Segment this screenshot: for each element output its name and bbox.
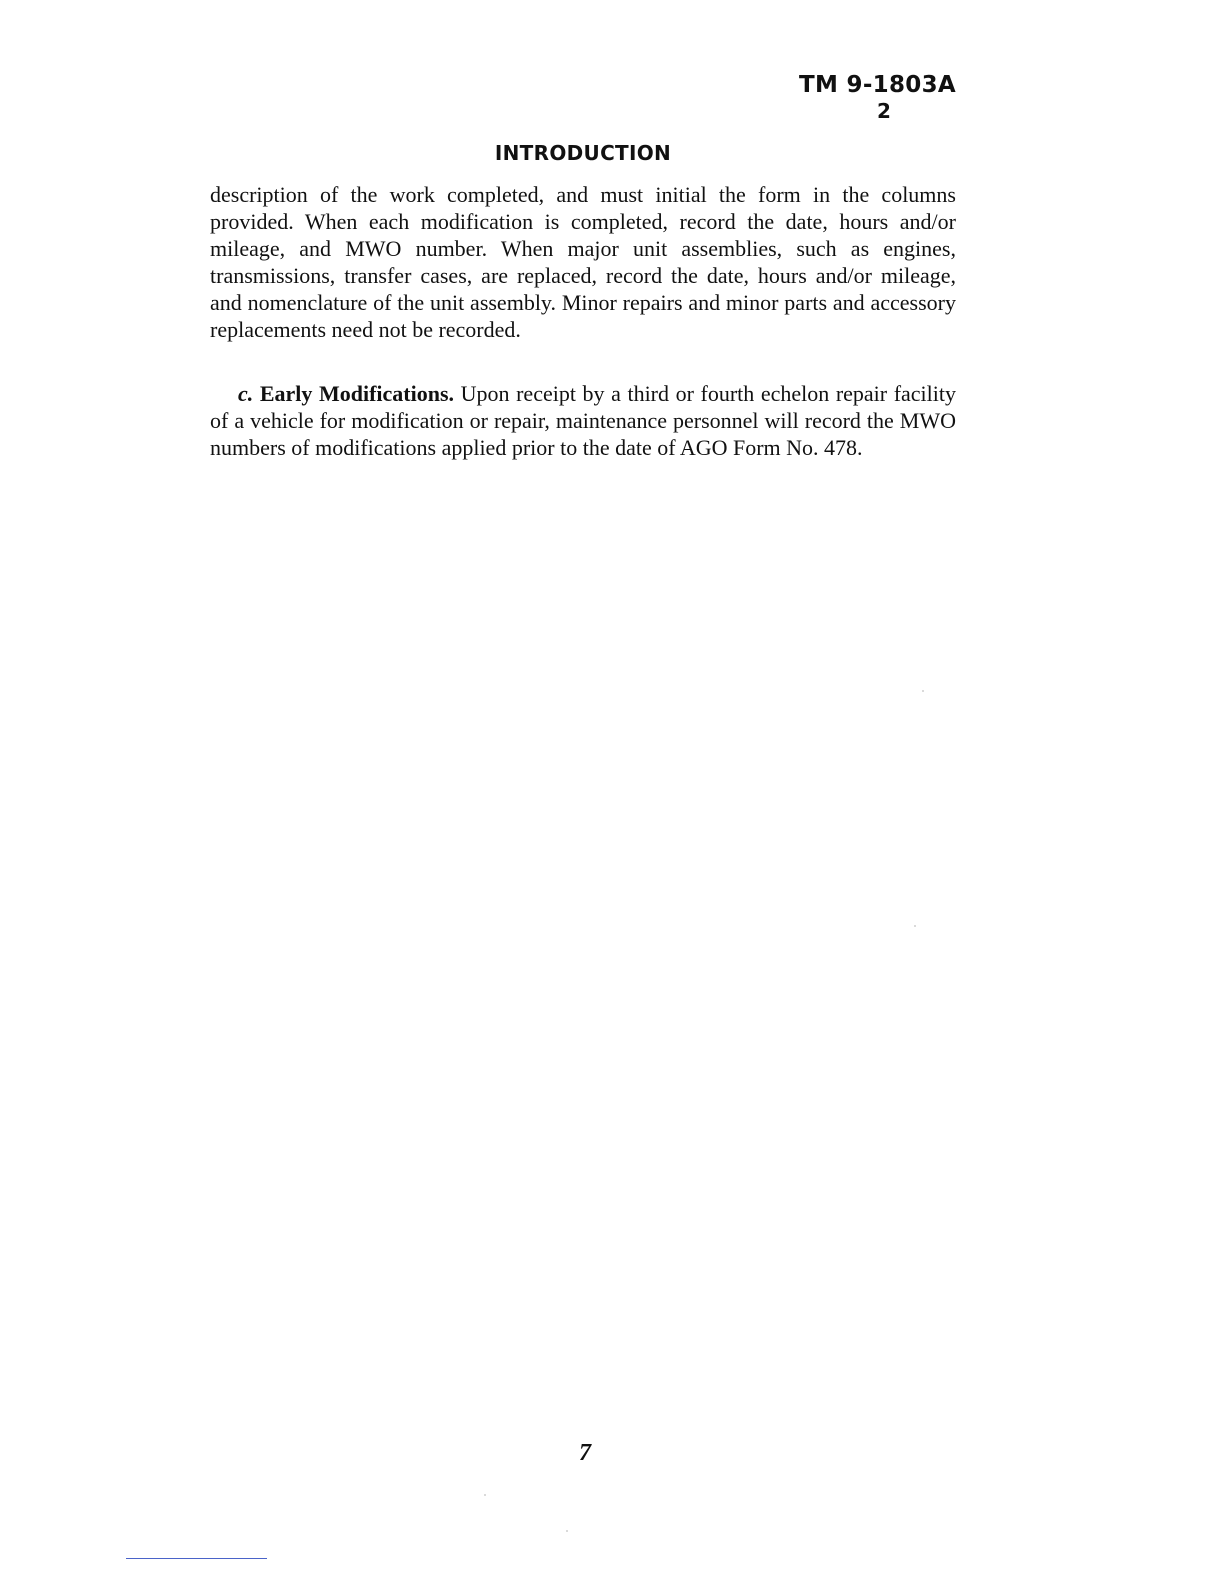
scan-speck [922,690,924,692]
paragraph-lead: c. [238,381,254,406]
body-paragraph-1 [210,181,956,343]
page-number: 7 [579,1440,591,1466]
manual-id: TM 9-1803A [799,72,956,98]
change-number: 2 [877,99,891,123]
scan-speck [914,925,916,927]
paragraph-text: Upon receipt by a third or fourth echelon repair facility of a vehicle for modification or repair, maintenance personnel will record the MWO numbers of modifications applied prior to the date of AGO Form No. 478. [210,381,957,460]
paragraph-title: Early Modifications. [259,381,455,406]
footer-rule [126,1558,267,1559]
body-paragraph-2 [210,380,956,461]
scan-speck [484,1494,486,1496]
section-title: INTRODUCTION [494,141,672,165]
paragraph-text: description of the work completed, and must initial the form in the columns provided. When each modification is completed, record the date, hours and/or mileage, and MWO number. When major unit assemblies, such as engines, transmissions, transfer cases, are replaced, record the date, hours and/or mileage, and nomenclature of the unit assembly. Minor repairs and minor parts and accessory replacements need not be recorded. [210,182,956,342]
scan-speck [566,1530,568,1532]
